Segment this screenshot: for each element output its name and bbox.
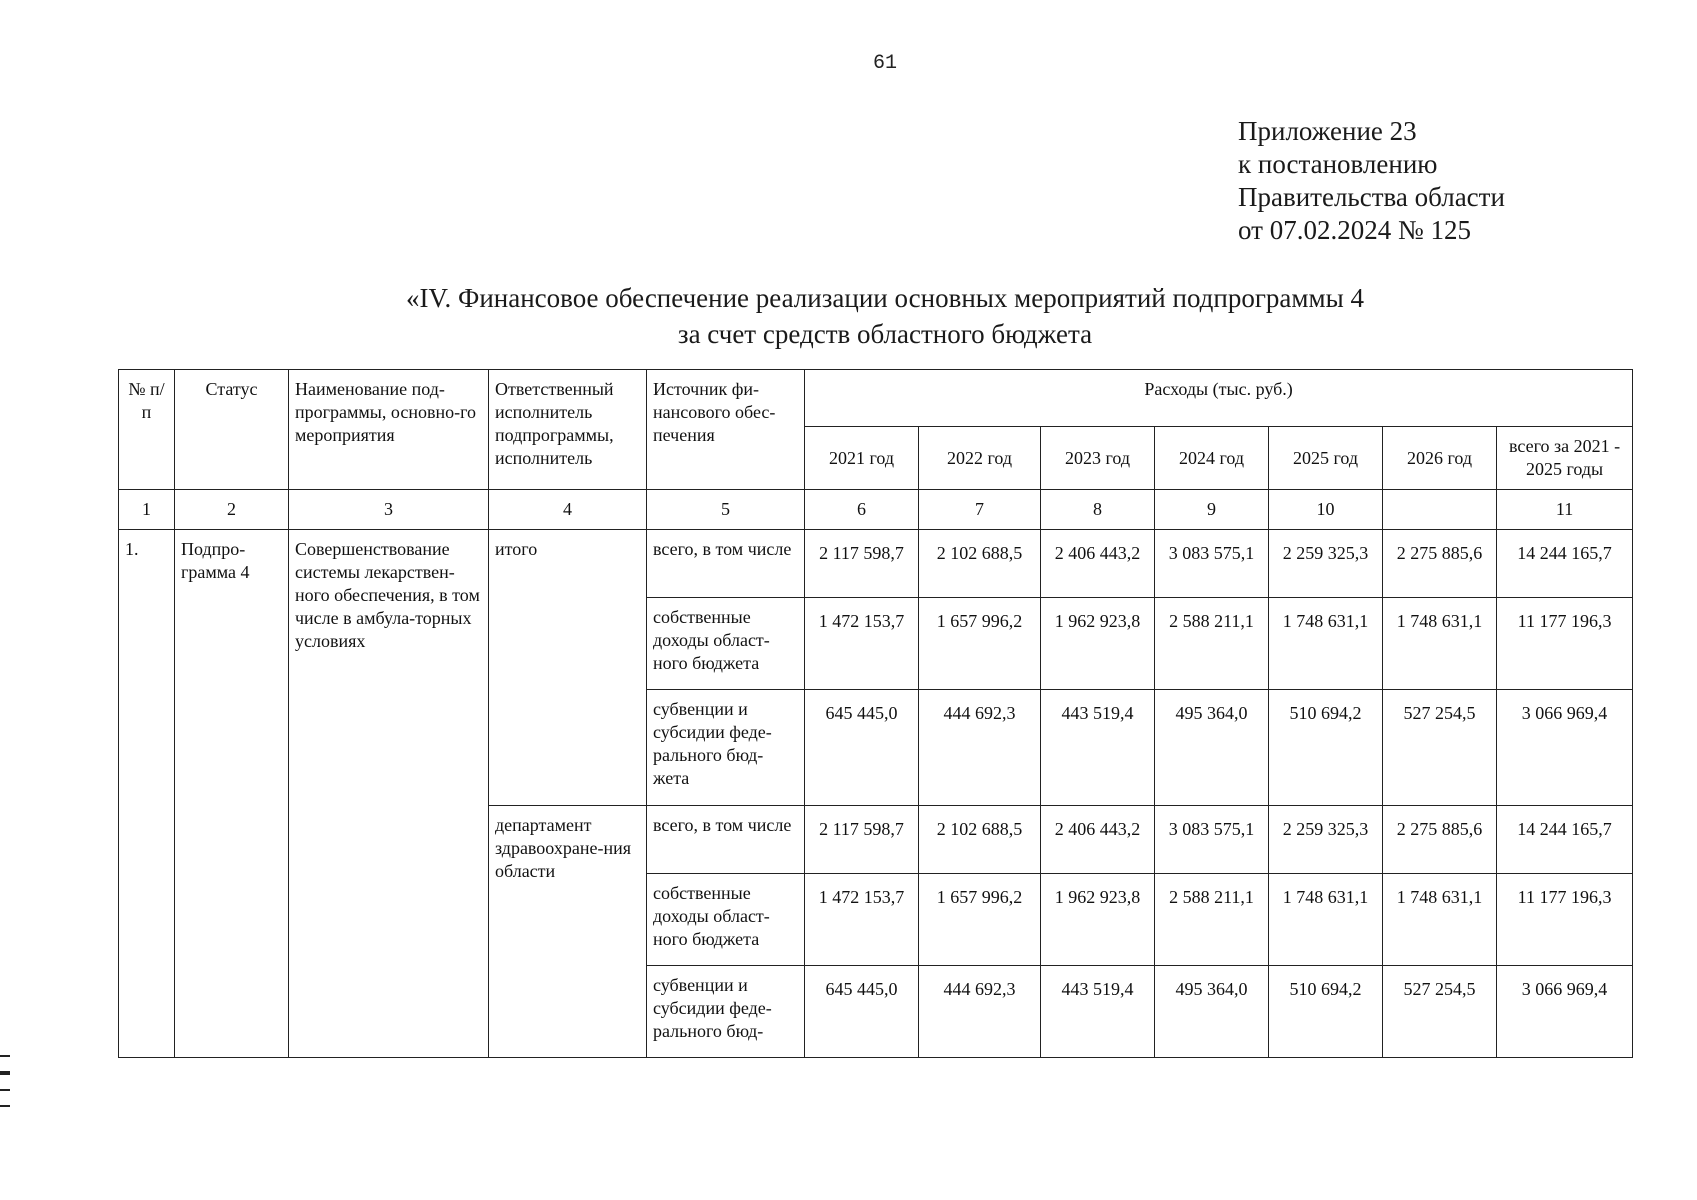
col-number: 9 [1155,490,1269,530]
value-cell: 1 962 923,8 [1041,598,1155,690]
row-number: 1. [119,530,175,1058]
table-row [119,530,1633,598]
scan-margin-marks [0,1055,10,1121]
appendix-line: Правительства области [1238,182,1505,212]
margin-mark [0,1105,10,1107]
col-number: 7 [919,490,1041,530]
value-cell: 11 177 196,3 [1497,598,1633,690]
col-number: 6 [805,490,919,530]
col-number [1383,490,1497,530]
value-cell: 510 694,2 [1269,690,1383,806]
value-cell: 1 748 631,1 [1269,874,1383,966]
col-number: 5 [647,490,805,530]
appendix-line: к постановлению [1238,149,1438,179]
row-name: Совершенствование системы лекарствен-ного обеспечения, в том числе в амбула-торных условиях [289,530,489,1058]
value-cell: 645 445,0 [805,690,919,806]
appendix-reference [1238,115,1505,247]
value-cell: 443 519,4 [1041,966,1155,1058]
value-cell: 2 406 443,2 [1041,806,1155,874]
value-cell: 527 254,5 [1383,966,1497,1058]
row-executor: департамент здравоохране-ния области [489,806,647,1058]
value-cell: 495 364,0 [1155,966,1269,1058]
header-expenses: Расходы (тыс. руб.) [805,370,1633,427]
value-cell: 1 962 923,8 [1041,874,1155,966]
header-year: 2021 год [805,427,919,490]
value-cell: 2 588 211,1 [1155,874,1269,966]
row-source: субвенции и субсидии феде-рального бюд-жета [647,690,805,806]
header-source: Источник фи-нансового обес-печения [647,370,805,490]
value-cell: 2 259 325,3 [1269,530,1383,598]
header-year-total: всего за 2021 - 2025 годы [1497,427,1633,490]
col-number: 10 [1269,490,1383,530]
col-number: 3 [289,490,489,530]
value-cell: 2 259 325,3 [1269,806,1383,874]
value-cell: 2 102 688,5 [919,530,1041,598]
header-year: 2022 год [919,427,1041,490]
col-number: 11 [1497,490,1633,530]
header-year: 2023 год [1041,427,1155,490]
header-year: 2024 год [1155,427,1269,490]
row-source: собственные доходы област-ного бюджета [647,598,805,690]
value-cell: 2 117 598,7 [805,530,919,598]
col-number: 4 [489,490,647,530]
value-cell: 3 083 575,1 [1155,806,1269,874]
document-title [300,280,1470,352]
value-cell: 14 244 165,7 [1497,806,1633,874]
header-row [119,370,1633,427]
value-cell: 3 083 575,1 [1155,530,1269,598]
value-cell: 645 445,0 [805,966,919,1058]
header-num: № п/п [119,370,175,490]
financing-table [118,369,1633,1058]
value-cell: 444 692,3 [919,966,1041,1058]
value-cell: 1 472 153,7 [805,598,919,690]
header-status: Статус [175,370,289,490]
row-source: всего, в том числе [647,530,805,598]
margin-mark [0,1071,10,1075]
page-number: 61 [872,52,897,75]
value-cell: 510 694,2 [1269,966,1383,1058]
row-source: собственные доходы област-ного бюджета [647,874,805,966]
title-line: «IV. Финансовое обеспечение реализации основных мероприятий подпрограммы 4 [406,283,1364,313]
value-cell: 1 748 631,1 [1383,874,1497,966]
col-number: 2 [175,490,289,530]
header-executor: Ответственный исполнитель подпрограммы, исполнитель [489,370,647,490]
value-cell: 11 177 196,3 [1497,874,1633,966]
value-cell: 2 117 598,7 [805,806,919,874]
value-cell: 1 472 153,7 [805,874,919,966]
col-number: 8 [1041,490,1155,530]
row-executor: итого [489,530,647,806]
header-name: Наименование под-программы, основно-го мероприятия [289,370,489,490]
value-cell: 14 244 165,7 [1497,530,1633,598]
appendix-line: Приложение 23 [1238,116,1417,146]
row-source: всего, в том числе [647,806,805,874]
value-cell: 2 102 688,5 [919,806,1041,874]
value-cell: 1 657 996,2 [919,874,1041,966]
value-cell: 1 748 631,1 [1383,598,1497,690]
value-cell: 2 406 443,2 [1041,530,1155,598]
header-year: 2025 год [1269,427,1383,490]
header-year: 2026 год [1383,427,1497,490]
value-cell: 495 364,0 [1155,690,1269,806]
value-cell: 1 748 631,1 [1269,598,1383,690]
row-status: Подпро-грамма 4 [175,530,289,1058]
column-numbers-row [119,490,1633,530]
value-cell: 2 588 211,1 [1155,598,1269,690]
margin-mark [0,1089,10,1091]
value-cell: 3 066 969,4 [1497,690,1633,806]
col-number: 1 [119,490,175,530]
value-cell: 527 254,5 [1383,690,1497,806]
margin-mark [0,1055,10,1057]
value-cell: 444 692,3 [919,690,1041,806]
value-cell: 2 275 885,6 [1383,530,1497,598]
value-cell: 443 519,4 [1041,690,1155,806]
value-cell: 3 066 969,4 [1497,966,1633,1058]
value-cell: 2 275 885,6 [1383,806,1497,874]
value-cell: 1 657 996,2 [919,598,1041,690]
appendix-line: от 07.02.2024 № 125 [1238,215,1471,245]
row-source: субвенции и субсидии феде-рального бюд- [647,966,805,1058]
title-line: за счет средств областного бюджета [677,319,1093,349]
